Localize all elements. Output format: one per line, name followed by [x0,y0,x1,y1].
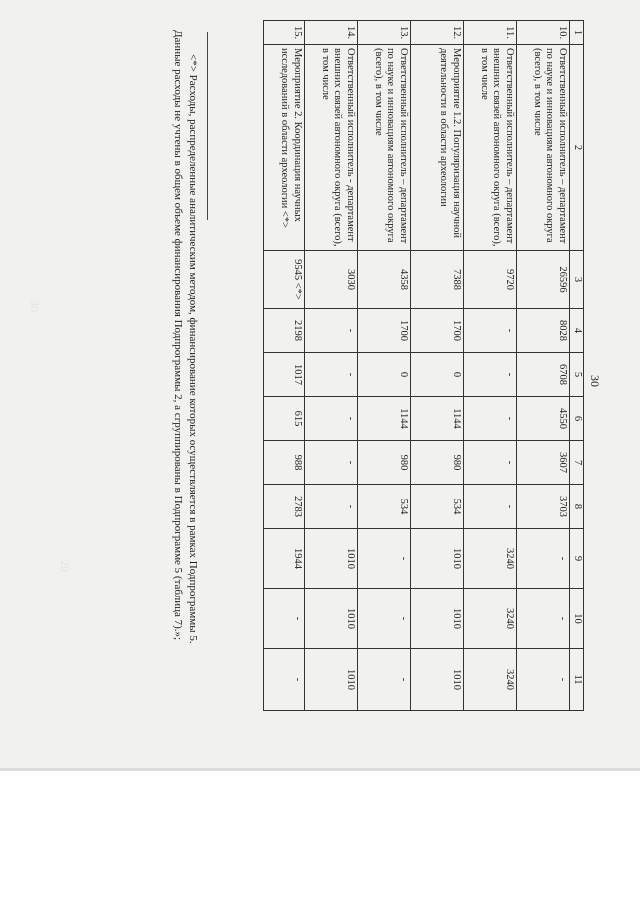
table-cell: 1010 [305,589,358,649]
table-cell: 1010 [305,529,358,589]
table-cell: - [358,529,411,589]
table-cell: - [464,397,517,441]
page-number: 30 [588,375,602,387]
table-cell: - [464,309,517,353]
row-name: Ответственный исполнитель – департамент внешних связей автономного округа (всего), в том числе [464,45,517,251]
table-cell: 534 [358,485,411,529]
table-row [305,21,358,711]
column-header: 5 [570,353,584,397]
table-header-row [570,21,584,711]
row-number: 10. [517,21,570,45]
table-cell: 3607 [517,441,570,485]
table-cell: 1010 [411,589,464,649]
scan-edge-divider [0,768,640,771]
table-cell: 3703 [517,485,570,529]
row-number: 12. [411,21,464,45]
table-cell: 1944 [264,529,305,589]
column-header: 2 [570,45,584,251]
bleed-through-mark: 20 [58,560,72,572]
table-cell: 1010 [305,649,358,711]
column-header: 9 [570,529,584,589]
table-cell: - [264,589,305,649]
table-row [411,21,464,711]
column-header: 11 [570,649,584,711]
bleed-through-mark: 30 [28,300,42,312]
table-cell: - [464,353,517,397]
table-cell: 9720 [464,251,517,309]
table-cell: 980 [411,441,464,485]
table-cell: 1700 [411,309,464,353]
table-cell: 9545 <*> [264,251,305,309]
table-cell: 26596 [517,251,570,309]
table-cell: 3030 [305,251,358,309]
table-cell: - [305,485,358,529]
table-cell: 3240 [464,649,517,711]
table-cell: 0 [358,353,411,397]
table-cell: - [358,589,411,649]
table-cell: 1144 [411,397,464,441]
row-number: 11. [464,21,517,45]
footnote-text: <*> Расходы, распределенные аналитическим методом, финансирование которых осуществляется в рамках Подпрограммы 5. Данные расходы не учтены в общем объеме финансирования Подпрограммы 2, а сгруппированы в Подпрограмме 5 (таблица 7).»; [172,30,199,644]
table-cell: - [464,441,517,485]
column-header: 7 [570,441,584,485]
table-cell: 8028 [517,309,570,353]
table-cell: 534 [411,485,464,529]
table-cell: 2198 [264,309,305,353]
table-cell: 1144 [358,397,411,441]
table-cell: 988 [264,441,305,485]
table-cell: 1017 [264,353,305,397]
table-cell: 0 [411,353,464,397]
column-header: 6 [570,397,584,441]
table-cell: - [517,649,570,711]
table-cell: 1010 [411,529,464,589]
column-header: 3 [570,251,584,309]
table-cell: 1010 [411,649,464,711]
table-cell: 1700 [358,309,411,353]
row-name: Мероприятие 1.2. Популяризация научной деятельности в области археологии [411,45,464,251]
row-number: 15. [264,21,305,45]
table-row [264,21,305,711]
table-cell: - [305,309,358,353]
table-cell: - [305,353,358,397]
row-name: Мероприятие 2. Координация научных исследований в области археологии <*> [264,45,305,251]
table-cell: - [464,485,517,529]
table-cell: - [305,397,358,441]
table-cell: 4358 [358,251,411,309]
column-header: 4 [570,309,584,353]
row-name: Ответственный исполнитель – департамент по науке и инновациям автономного округа (всего), в том числе [358,45,411,251]
table-cell: 3240 [464,529,517,589]
table-cell: 3240 [464,589,517,649]
table-cell: 2783 [264,485,305,529]
row-name: Ответственный исполнитель - департамент внешних связей автономного округа (всего), в том числе [305,45,358,251]
row-number: 13. [358,21,411,45]
table-cell: 7388 [411,251,464,309]
row-number: 14. [305,21,358,45]
table-row [358,21,411,711]
table-row [517,21,570,711]
table-cell: - [358,649,411,711]
row-name: Ответственный исполнитель – департамент по науке и инновациям автономного округа (всего), в том числе [517,45,570,251]
data-table [263,20,584,711]
column-header: 10 [570,589,584,649]
footnote-divider [207,32,208,220]
table-row [464,21,517,711]
rotated-content [76,20,616,740]
table-cell: 4550 [517,397,570,441]
table-cell: - [517,589,570,649]
table-cell: - [264,649,305,711]
table-cell: - [305,441,358,485]
table-cell: 6708 [517,353,570,397]
table-cell: 980 [358,441,411,485]
table-cell: - [517,529,570,589]
column-header: 8 [570,485,584,529]
table-cell: 615 [264,397,305,441]
column-header: 1 [570,21,584,45]
